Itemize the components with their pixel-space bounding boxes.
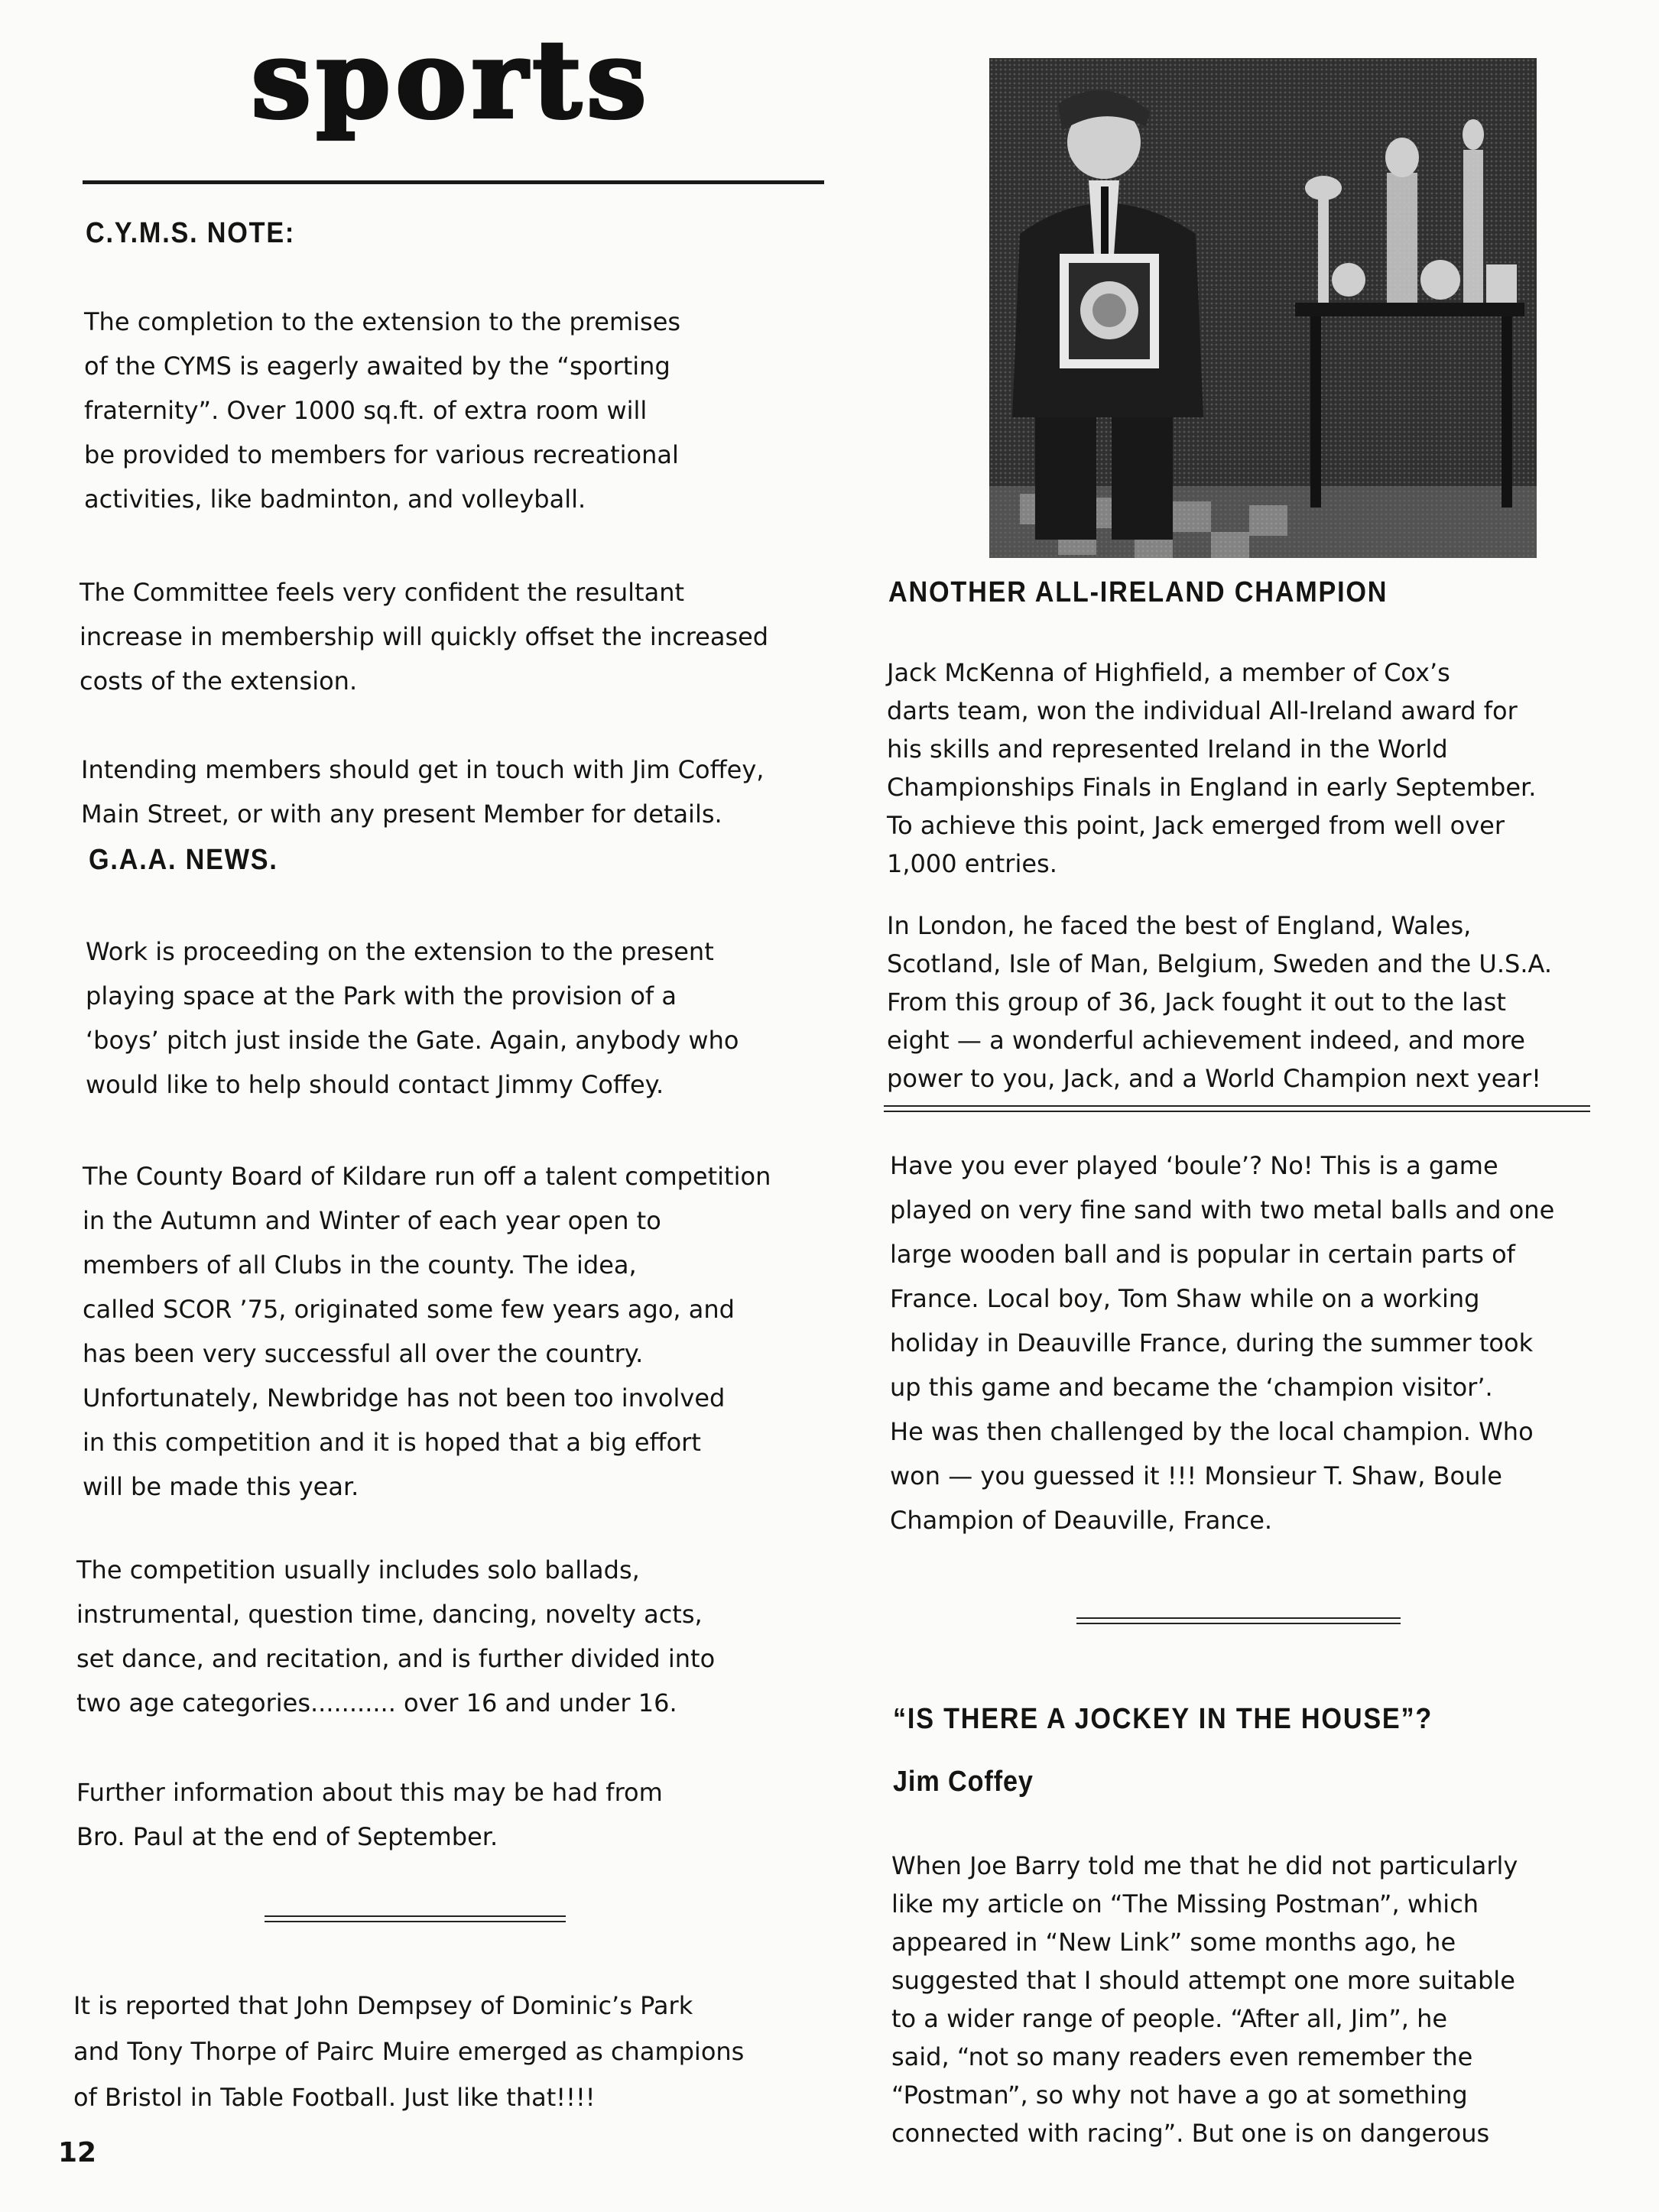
text-line: ‘boys’ pitch just inside the Gate. Again, anybody who xyxy=(86,1026,739,1055)
text-line: Bro. Paul at the end of September. xyxy=(76,1822,498,1851)
cyms-paragraph-1 xyxy=(84,300,680,521)
text-line: increase in membership will quickly offset the increased xyxy=(80,622,769,651)
text-line: and Tony Thorpe of Pairc Muire emerged as champions xyxy=(73,2037,745,2066)
text-line: would like to help should contact Jimmy Coffey. xyxy=(86,1070,664,1099)
champion-photo xyxy=(989,58,1537,558)
text-line: appeared in “New Link” some months ago, he xyxy=(891,1928,1456,1957)
gaa-paragraph-3 xyxy=(76,1548,715,1725)
text-line: The completion to the extension to the premises xyxy=(84,307,681,336)
text-line: When Joe Barry told me that he did not particularly xyxy=(891,1851,1518,1880)
gaa-paragraph-1 xyxy=(86,929,739,1107)
text-line: France. Local boy, Tom Shaw while on a working xyxy=(890,1284,1480,1313)
text-line: played on very fine sand with two metal balls and one xyxy=(890,1195,1555,1224)
section-divider xyxy=(884,1105,1590,1112)
bristol-paragraph xyxy=(73,1983,744,2120)
text-line: He was then challenged by the local champion. Who xyxy=(890,1417,1534,1446)
text-line: playing space at the Park with the provision of a xyxy=(86,981,677,1010)
text-line: Main Street, or with any present Member for details. xyxy=(81,799,722,829)
page-number: 12 xyxy=(58,2137,97,2168)
text-line: his skills and represented Ireland in the World xyxy=(887,735,1448,764)
text-line: Further information about this may be had from xyxy=(76,1778,663,1807)
text-line: won — you guessed it !!! Monsieur T. Shaw, Boule xyxy=(890,1461,1502,1490)
gaa-heading: G.A.A. NEWS. xyxy=(89,844,278,876)
section-divider xyxy=(1076,1617,1401,1624)
text-line: Championships Finals in England in early September. xyxy=(887,773,1537,802)
champion-paragraph-2 xyxy=(887,907,1552,1098)
cyms-heading: C.Y.M.S. NOTE: xyxy=(86,217,296,249)
text-line: Unfortunately, Newbridge has not been too involved xyxy=(83,1383,726,1413)
text-line: large wooden ball and is popular in certain parts of xyxy=(890,1240,1515,1269)
text-line: holiday in Deauville France, during the summer took xyxy=(890,1328,1534,1357)
text-line: set dance, and recitation, and is further divided into xyxy=(76,1644,716,1673)
champion-paragraph-1 xyxy=(887,654,1536,883)
text-line: to a wider range of people. “After all, Jim”, he xyxy=(891,2004,1448,2033)
champion-heading: ANOTHER ALL-IRELAND CHAMPION xyxy=(888,576,1388,608)
text-line: in this competition and it is hoped that a big effort xyxy=(83,1428,701,1457)
boule-paragraph xyxy=(890,1143,1554,1542)
text-line: power to you, Jack, and a World Champion next year! xyxy=(887,1064,1541,1093)
text-line: members of all Clubs in the county. The idea, xyxy=(83,1250,637,1280)
text-line: Work is proceeding on the extension to the present xyxy=(86,937,714,966)
text-line: From this group of 36, Jack fought it out to the last xyxy=(887,988,1506,1017)
text-line: Intending members should get in touch with Jim Coffey, xyxy=(81,755,765,784)
text-line: fraternity”. Over 1000 sq.ft. of extra room will xyxy=(84,396,648,425)
text-line: has been very successful all over the country. xyxy=(83,1339,644,1368)
text-line: of Bristol in Table Football. Just like that!!!! xyxy=(73,2083,596,2112)
text-line: The County Board of Kildare run off a talent competition xyxy=(83,1162,771,1191)
masthead-title: sports xyxy=(251,18,651,143)
gaa-paragraph-4 xyxy=(76,1770,663,1859)
text-line: said, “not so many readers even remember the xyxy=(891,2042,1473,2071)
text-line: Champion of Deauville, France. xyxy=(890,1506,1273,1535)
text-line: eight — a wonderful achievement indeed, and more xyxy=(887,1026,1525,1055)
cyms-paragraph-2 xyxy=(80,570,768,703)
jockey-paragraph xyxy=(891,1847,1518,2152)
text-line: The competition usually includes solo ballads, xyxy=(76,1555,640,1584)
text-line: Have you ever played ‘boule’? No! This is a game xyxy=(890,1151,1498,1180)
text-line: darts team, won the individual All-Ireland award for xyxy=(887,696,1518,725)
text-line: two age categories........... over 16 and under 16. xyxy=(76,1688,677,1717)
text-line: The Committee feels very confident the resultant xyxy=(80,578,685,607)
text-line: 1,000 entries. xyxy=(887,849,1057,878)
text-line: It is reported that John Dempsey of Dominic’s Park xyxy=(73,1991,693,2020)
text-line: Scotland, Isle of Man, Belgium, Sweden and the U.S.A. xyxy=(887,949,1552,978)
gaa-paragraph-2 xyxy=(83,1154,771,1509)
champion-photo-image xyxy=(989,58,1537,558)
text-line: will be made this year. xyxy=(83,1472,359,1501)
text-line: suggested that I should attempt one more suitable xyxy=(891,1966,1515,1995)
text-line: To achieve this point, Jack emerged from well over xyxy=(887,811,1505,840)
section-divider xyxy=(265,1915,566,1922)
text-line: called SCOR ’75, originated some few years ago, and xyxy=(83,1295,735,1324)
text-line: up this game and became the ‘champion visitor’. xyxy=(890,1373,1493,1402)
text-line: “Postman”, so why not have a go at something xyxy=(891,2081,1468,2110)
text-line: connected with racing”. But one is on dangerous xyxy=(891,2119,1490,2148)
text-line: costs of the extension. xyxy=(80,667,358,696)
jockey-byline: Jim Coffey xyxy=(893,1766,1034,1798)
text-line: activities, like badminton, and volleyball. xyxy=(84,485,586,514)
text-line: be provided to members for various recreational xyxy=(84,440,679,469)
cyms-paragraph-3 xyxy=(81,748,764,836)
text-line: like my article on “The Missing Postman”, which xyxy=(891,1889,1479,1918)
text-line: in the Autumn and Winter of each year open to xyxy=(83,1206,661,1235)
text-line: instrumental, question time, dancing, novelty acts, xyxy=(76,1600,703,1629)
text-line: of the CYMS is eagerly awaited by the “sporting xyxy=(84,352,670,381)
jockey-heading: “IS THERE A JOCKEY IN THE HOUSE”? xyxy=(893,1703,1433,1735)
text-line: Jack McKenna of Highfield, a member of Cox’s xyxy=(887,658,1450,687)
text-line: In London, he faced the best of England, Wales, xyxy=(887,911,1472,940)
masthead-rule xyxy=(83,180,824,184)
